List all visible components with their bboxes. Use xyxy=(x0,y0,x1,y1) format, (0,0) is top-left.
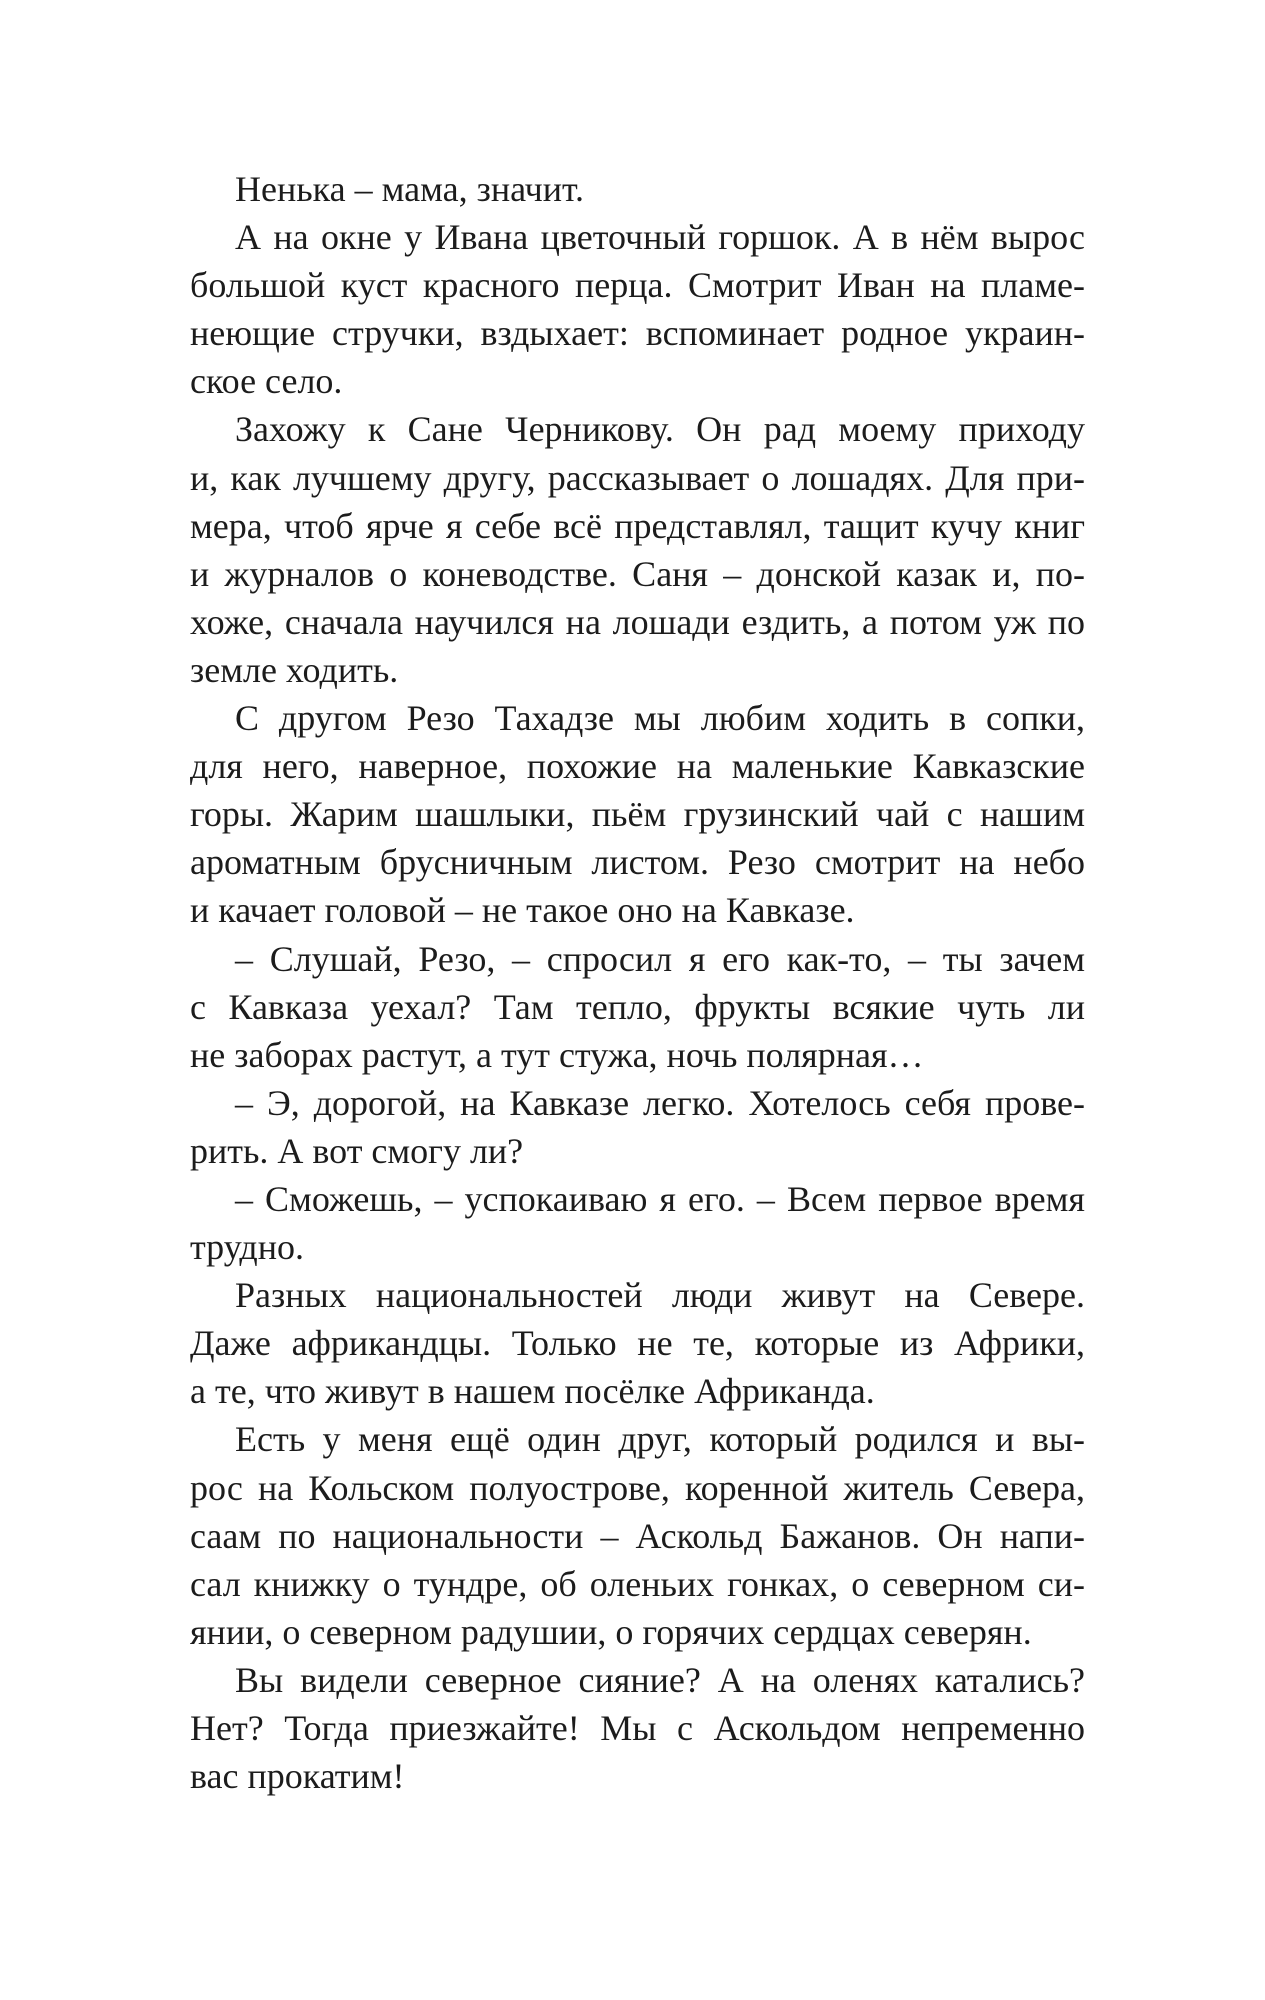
text-line: ское село. xyxy=(190,361,343,402)
page-text xyxy=(190,165,1085,1800)
text-line: Разных национальностей люди живут на Севере. xyxy=(235,1275,1085,1316)
text-line: С другом Резо Тахадзе мы любим ходить в сопки, xyxy=(235,698,1085,739)
text-line: Вы видели северное сияние? А на оленях катались? xyxy=(235,1659,1085,1700)
paragraph xyxy=(190,213,1085,405)
text-line: – Сможешь, – успокаиваю я его. – Всем первое время xyxy=(235,1178,1085,1219)
paragraph xyxy=(190,935,1085,1079)
text-line: и журналов о коневодстве. Саня – донской казак и, по- xyxy=(190,553,1085,594)
text-line: А на окне у Ивана цветочный горшок. А в нём вырос xyxy=(235,217,1085,258)
text-line: а те, что живут в нашем посёлке Африканда. xyxy=(190,1371,875,1412)
paragraph xyxy=(190,1079,1085,1175)
paragraph xyxy=(190,694,1085,934)
paragraph xyxy=(190,1656,1085,1800)
text-line: мера, чтоб ярче я себе всё представлял, тащит кучу книг xyxy=(190,505,1085,546)
paragraph xyxy=(190,1415,1085,1655)
text-line: большой куст красного перца. Смотрит Иван на пламе- xyxy=(190,265,1085,306)
text-line: Ненька – мама, значит. xyxy=(235,169,585,209)
paragraph xyxy=(190,405,1085,694)
text-line: не заборах растут, а тут стужа, ночь полярная… xyxy=(190,1034,924,1075)
text-line: Захожу к Сане Черникову. Он рад моему приходу xyxy=(235,409,1085,450)
paragraph xyxy=(190,165,1085,213)
text-line: ароматным брусничным листом. Резо смотрит на небо xyxy=(190,842,1085,883)
text-line: янии, о северном радушии, о горячих сердцах северян. xyxy=(190,1611,1032,1652)
text-line: Нет? Тогда приезжайте! Мы с Аскольдом непременно xyxy=(190,1708,1085,1748)
text-line: для него, наверное, похожие на маленькие Кавказские xyxy=(190,746,1085,787)
text-line: – Слушай, Резо, – спросил я его как-то, – ты зачем xyxy=(235,938,1085,979)
text-line: трудно. xyxy=(190,1227,305,1268)
paragraph xyxy=(190,1175,1085,1271)
text-line: саам по национальности – Аскольд Бажанов. Он напи- xyxy=(190,1515,1085,1556)
text-line: сал книжку о тундре, об оленьих гонках, о северном си- xyxy=(190,1563,1085,1604)
text-line: рос на Кольском полуострове, коренной житель Севера, xyxy=(190,1467,1085,1508)
text-line: рить. А вот смогу ли? xyxy=(190,1130,524,1171)
text-line: Даже африкандцы. Только не те, которые из Африки, xyxy=(190,1323,1085,1364)
text-line: горы. Жарим шашлыки, пьём грузинский чай с нашим xyxy=(190,794,1085,835)
text-line: и, как лучшему другу, рассказывает о лошадях. Для при- xyxy=(190,457,1085,498)
text-line: с Кавказа уехал? Там тепло, фрукты всякие чуть ли xyxy=(190,986,1085,1027)
text-line: земле ходить. xyxy=(190,649,399,690)
text-line: – Э, дорогой, на Кавказе легко. Хотелось себя прове- xyxy=(235,1082,1085,1123)
text-line: и качает головой – не такое оно на Кавказе. xyxy=(190,890,855,931)
text-line: Есть у меня ещё один друг, который родился и вы- xyxy=(235,1419,1085,1460)
text-line: неющие стручки, вздыхает: вспоминает родное украин- xyxy=(190,313,1085,354)
text-line: вас прокатим! xyxy=(190,1756,405,1797)
paragraph xyxy=(190,1271,1085,1415)
text-line: хоже, сначала научился на лошади ездить, а потом уж по xyxy=(190,601,1085,642)
